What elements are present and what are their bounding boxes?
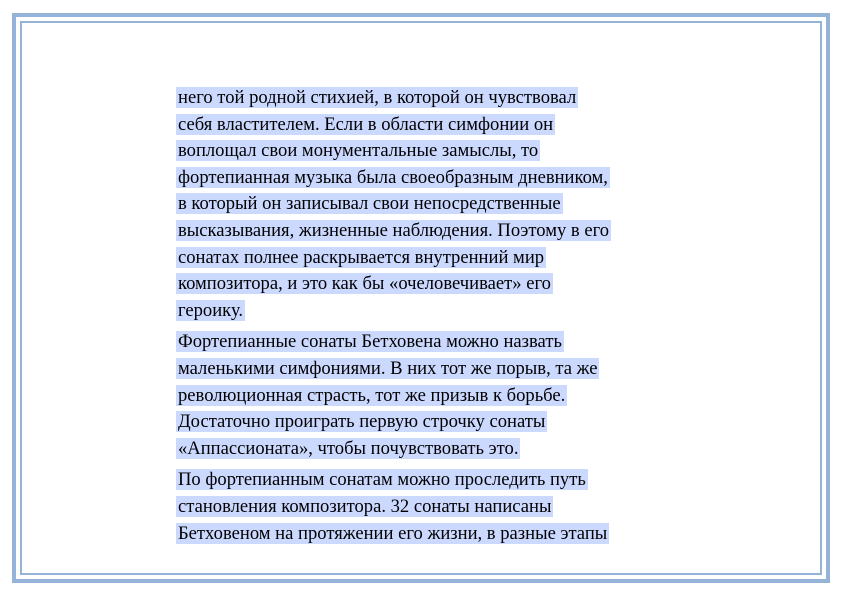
text-line: Бетховеном на протяжении его жизни, в разные этапы: [178, 522, 608, 544]
text-line: Достаточно проиграть первую строчку сонаты: [178, 411, 546, 433]
text-line: в который он записывал свои непосредственные: [178, 193, 561, 215]
text-line: высказывания, жизненные наблюдения. Поэтому в его: [178, 219, 610, 241]
text-line: становления композитора. 32 сонаты написаны: [178, 495, 552, 517]
text-line: воплощал свои монументальные замыслы, то: [178, 140, 539, 162]
text-line: маленькими симфониями. В них тот же порыв, та же: [178, 357, 598, 379]
text-line: фортепианная музыка была своеобразным дневником,: [178, 166, 608, 188]
paragraph-3: [176, 467, 682, 547]
text-line: себя властителем. Если в области симфонии он: [178, 113, 554, 135]
text-line: композитора, и это как бы «очеловечивает» его: [178, 273, 551, 295]
text-line: Фортепианные сонаты Бетховена можно назвать: [178, 331, 562, 353]
text-line: революционная страсть, тот же призыв к борьбе.: [178, 384, 566, 406]
body-text: [176, 85, 682, 547]
paragraph-1: [176, 85, 682, 324]
paragraph-2: [176, 329, 682, 462]
text-line: героику.: [178, 299, 244, 321]
text-line: него той родной стихией, в которой он чувствовал: [178, 87, 577, 108]
text-line: «Аппассионата», чтобы почувствовать это.: [178, 437, 519, 459]
text-line: сонатах полнее раскрывается внутренний мир: [178, 246, 545, 268]
text-line: По фортепианным сонатам можно проследить путь: [178, 469, 586, 491]
